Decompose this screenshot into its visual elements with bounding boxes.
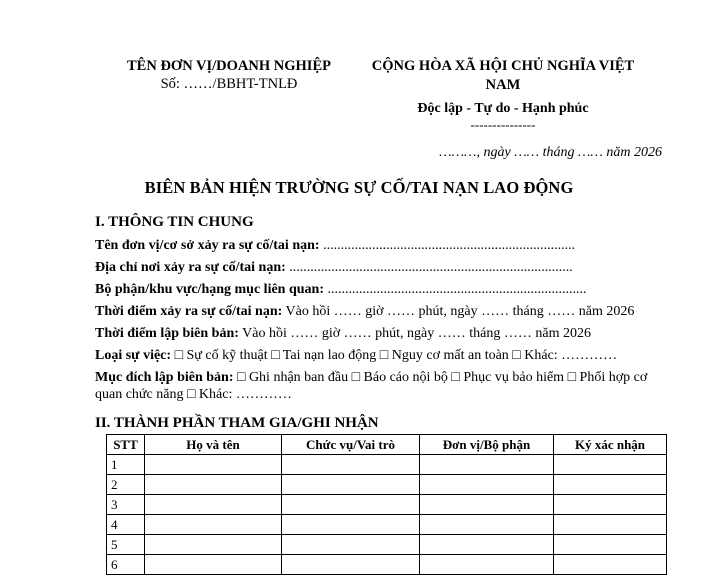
unit-field	[95, 237, 675, 254]
document-title: BIÊN BẢN HIỆN TRƯỜNG SỰ CỐ/TAI NẠN LAO ĐỘNG	[144, 178, 574, 197]
table-cell[interactable]	[420, 495, 554, 515]
table-row	[107, 555, 667, 575]
incident-type-field	[95, 347, 675, 364]
table-cell: 5	[107, 535, 145, 555]
incident-time-field	[95, 303, 675, 320]
department-label: Bộ phận/khu vực/hạng mục liên quan:	[95, 282, 324, 297]
table-row	[107, 495, 667, 515]
table-cell[interactable]	[554, 495, 667, 515]
unit-label: Tên đơn vị/cơ sở xảy ra sự cố/tai nạn:	[95, 238, 320, 253]
national-motto: Độc lập - Tự do - Hạnh phúc	[417, 101, 589, 116]
table-cell[interactable]	[282, 475, 420, 495]
motto-divider: ---------------	[470, 117, 536, 132]
table-cell[interactable]	[420, 515, 554, 535]
column-header: Họ và tên	[145, 435, 282, 455]
table-row	[107, 455, 667, 475]
table-cell[interactable]	[282, 455, 420, 475]
unit-value: ........................................................................	[319, 238, 576, 253]
document-number: Số: ……/BBHT-TNLĐ	[160, 76, 298, 92]
table-cell[interactable]	[282, 535, 420, 555]
record-time-field	[95, 325, 675, 342]
table-cell[interactable]	[145, 495, 282, 515]
national-header	[355, 57, 645, 132]
column-header: Đơn vị/Bộ phận	[420, 435, 554, 455]
table-row	[107, 515, 667, 535]
table-cell[interactable]	[420, 535, 554, 555]
organization-name: TÊN ĐƠN VỊ/DOANH NGHIỆP	[127, 58, 331, 74]
record-time-label: Thời điểm lập biên bản:	[95, 326, 239, 341]
incident-time-value: Vào hồi …… giờ …… phút, ngày …… tháng …… năm 2026	[282, 304, 635, 319]
table-row	[107, 475, 667, 495]
table-cell: 1	[107, 455, 145, 475]
table-cell[interactable]	[282, 515, 420, 535]
incident-type-label: Loại sự việc:	[95, 348, 172, 363]
column-header: Ký xác nhận	[554, 435, 667, 455]
purpose-options: □ Ghi nhận ban đầu □ Báo cáo nội bộ □ Phục vụ bảo hiểm □ Phối hợp cơ quan chức năng □ Khác: …………	[95, 370, 648, 402]
table-cell[interactable]	[420, 455, 554, 475]
section1-heading: I. THÔNG TIN CHUNG	[95, 214, 254, 230]
table-cell[interactable]	[554, 535, 667, 555]
table-cell: 6	[107, 555, 145, 575]
table-cell[interactable]	[554, 515, 667, 535]
table-cell[interactable]	[145, 535, 282, 555]
department-field	[95, 281, 675, 298]
department-value: ..........................................................................	[323, 282, 587, 297]
record-time-value: Vào hồi …… giờ …… phút, ngày …… tháng …… năm 2026	[238, 326, 591, 341]
incident-type-options: □ Sự cố kỹ thuật □ Tai nạn lao động □ Nguy cơ mất an toàn □ Khác: …………	[171, 348, 618, 363]
national-title-line2: NAM	[485, 77, 521, 93]
participants-table	[106, 434, 667, 575]
section-general-info	[95, 213, 675, 433]
address-field	[95, 259, 675, 276]
table-cell[interactable]	[554, 455, 667, 475]
address-value: .................................................................................	[285, 260, 573, 275]
table-cell[interactable]	[145, 515, 282, 535]
table-cell[interactable]	[282, 495, 420, 515]
table-cell: 2	[107, 475, 145, 495]
table-cell[interactable]	[554, 555, 667, 575]
address-label: Địa chỉ nơi xảy ra sự cố/tai nạn:	[95, 260, 286, 275]
table-cell[interactable]	[420, 475, 554, 495]
column-header: STT	[107, 435, 145, 455]
incident-time-label: Thời điểm xảy ra sự cố/tai nạn:	[95, 304, 283, 319]
place-date-line: ………, ngày …… tháng …… năm 2026	[439, 145, 662, 160]
table-cell[interactable]	[145, 475, 282, 495]
table-cell[interactable]	[554, 475, 667, 495]
organization-header	[100, 57, 358, 93]
national-title-line1: CỘNG HÒA XÃ HỘI CHỦ NGHĨA VIỆT	[371, 58, 635, 74]
table-cell[interactable]	[145, 455, 282, 475]
table-cell: 4	[107, 515, 145, 535]
purpose-label: Mục đích lập biên bản:	[95, 370, 234, 385]
section2-heading: II. THÀNH PHẦN THAM GIA/GHI NHẬN	[95, 415, 379, 431]
table-cell[interactable]	[420, 555, 554, 575]
purpose-field	[95, 369, 675, 403]
table-cell[interactable]	[145, 555, 282, 575]
table-cell: 3	[107, 495, 145, 515]
table-header-row	[107, 435, 667, 455]
table-cell[interactable]	[282, 555, 420, 575]
column-header: Chức vụ/Vai trò	[282, 435, 420, 455]
table-row	[107, 535, 667, 555]
